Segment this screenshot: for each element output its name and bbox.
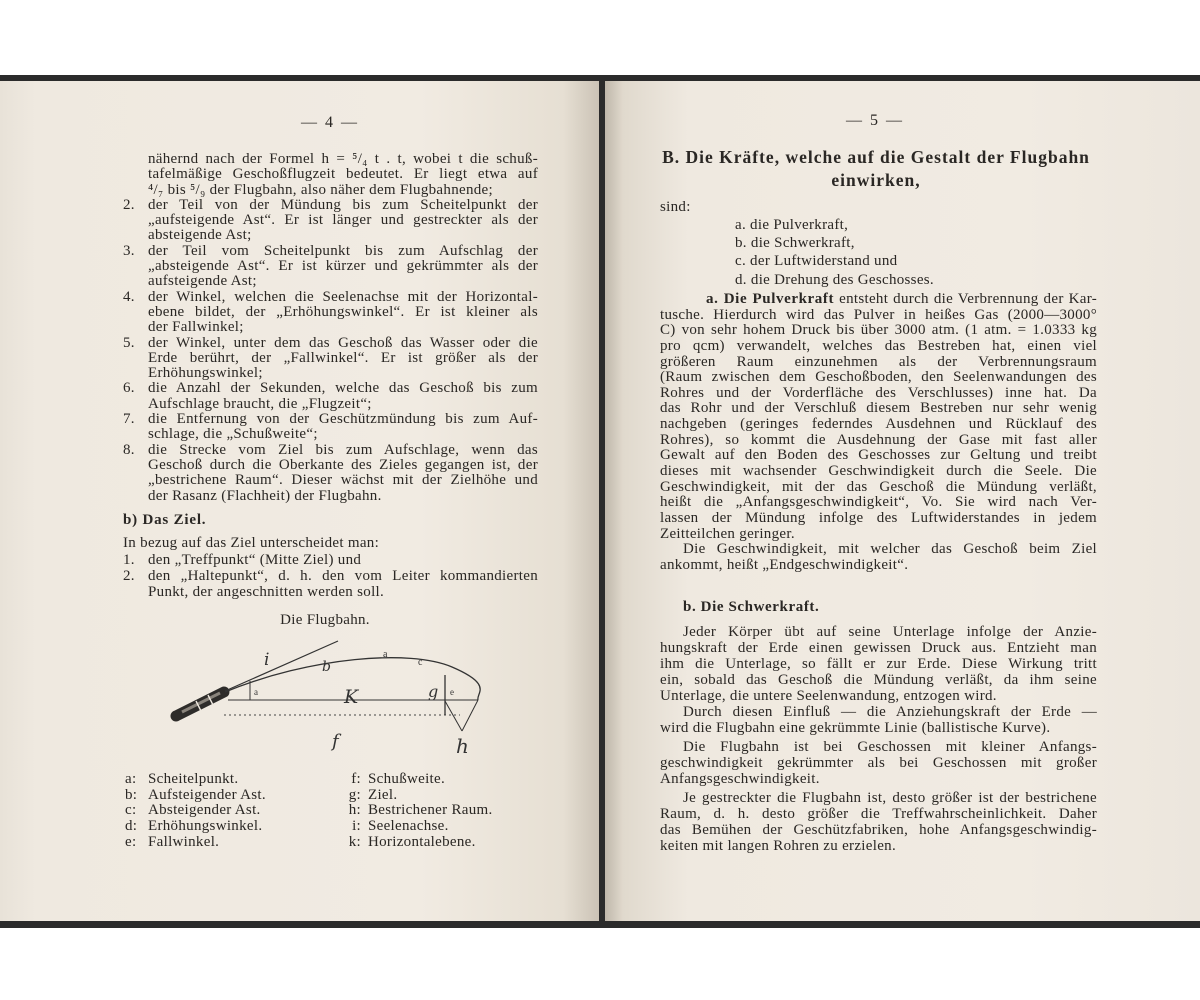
paragraph-text: entsteht durch die Verbrennung der Kar- bbox=[839, 291, 1097, 307]
section-schwerkraft bbox=[660, 624, 1097, 854]
legend-key: g: bbox=[348, 786, 361, 803]
forces-list bbox=[735, 216, 934, 289]
paragraph bbox=[660, 704, 1097, 736]
paragraph-line bbox=[660, 672, 1097, 688]
section-lead: a. Die Pulverkraft bbox=[706, 291, 835, 307]
list-item-line bbox=[123, 443, 538, 458]
paragraph-line bbox=[660, 433, 1097, 449]
list-item-number: 3. bbox=[123, 242, 135, 259]
list-item-text: den „Haltepunkt“, d. h. den vom Leiter kommandierten bbox=[148, 568, 538, 584]
list-item-number: 7. bbox=[123, 411, 135, 428]
list-item-line bbox=[123, 489, 538, 504]
legend-entry bbox=[125, 835, 266, 851]
list-item-number: 2. bbox=[123, 568, 135, 584]
list-item-text: nähernd nach der Formel h = ⁵/₄ t . t, wobei t die schuß- bbox=[148, 151, 538, 167]
list-item-text: die Anzahl der Sekunden, welche das Geschoß bis zum bbox=[148, 380, 538, 397]
legend-key: h: bbox=[348, 802, 361, 819]
list-item-text: Erde berührt, der „Fallwinkel“. Er ist größer als der bbox=[148, 349, 538, 366]
forces-intro: sind: bbox=[660, 199, 691, 215]
list-item-text: die Strecke vom Ziel bis zum Aufschlage, wenn das bbox=[148, 441, 538, 458]
paragraph-text: geschwindigkeit gekrümmter als bei Geschossen mit großer bbox=[660, 755, 1097, 771]
list-item-text: die Entfernung von der Geschützmündung bis zum Auf- bbox=[148, 411, 538, 428]
list-item-line bbox=[123, 336, 538, 351]
paragraph-line bbox=[660, 464, 1097, 480]
paragraph-line bbox=[660, 542, 1097, 558]
list-item-number: 6. bbox=[123, 380, 135, 397]
list-item-line bbox=[123, 290, 538, 305]
paragraph-text: Rohres und der Vorderfläche des Verschlusses) inne hat. Da bbox=[660, 384, 1097, 401]
paragraph-line bbox=[660, 448, 1097, 464]
paragraph-line bbox=[660, 292, 1097, 308]
list-item-text: den „Treffpunkt“ (Mitte Ziel) und bbox=[148, 552, 362, 568]
legend-entry bbox=[125, 788, 266, 804]
paragraph-text: ein, sobald das Geschoß die Mündung verläßt, da ihm seine bbox=[660, 672, 1097, 688]
paragraph bbox=[660, 542, 1097, 573]
list-item-text: tafelmäßige Geschoßflugzeit bedeutet. Er liegt etwa auf bbox=[148, 166, 538, 183]
diagram-label: h bbox=[456, 734, 469, 758]
paragraph-text: Durch diesen Einfluß — die Anziehungskraft der Erde — bbox=[683, 704, 1097, 720]
legend-key: b: bbox=[125, 786, 138, 803]
paragraph-text: keiten mit langen Rohren zu erzielen. bbox=[660, 838, 897, 854]
paragraph-text: Jeder Körper übt auf seine Unterlage infolge der Anzie- bbox=[683, 624, 1097, 640]
list-item-line bbox=[123, 584, 538, 600]
paragraph bbox=[660, 624, 1097, 704]
list-item-text: der Winkel, welchen die Seelenachse mit der Horizontal- bbox=[148, 288, 538, 305]
paragraph bbox=[660, 739, 1097, 787]
legend-entry bbox=[335, 772, 493, 788]
list-item-text: Geschoß durch die Oberkante des Zieles gegangen ist, der bbox=[148, 456, 538, 473]
legend-key: c: bbox=[125, 802, 137, 819]
page-number-right: — 5 — bbox=[846, 112, 904, 129]
list-item-number: 5. bbox=[123, 334, 135, 351]
list-item-number: 8. bbox=[123, 441, 135, 458]
diagram-label: a bbox=[383, 649, 388, 660]
paragraph-text: Je gestreckter die Flugbahn ist, desto größer ist der bestrichene bbox=[683, 790, 1097, 806]
paragraph-line bbox=[660, 755, 1097, 771]
legend-text: Bestrichener Raum. bbox=[368, 802, 493, 819]
section-heading-schwerkraft: b. Die Schwerkraft. bbox=[683, 599, 820, 615]
force-item: c. der Luftwiderstand und bbox=[735, 253, 898, 270]
section-title: B. Die Kräfte, welche auf die Gestalt der Flugbahn bbox=[662, 147, 1090, 167]
paragraph-line bbox=[660, 339, 1097, 355]
list-item-text: ⁴/₇ bis ⁵/₉ der Flugbahn, also näher dem Flugbahnende; bbox=[148, 181, 493, 198]
paragraph-text: heißt die „Anfangsgeschwindigkeit“, Vo. Sie wird nach Ver- bbox=[660, 494, 1097, 511]
cannon-icon bbox=[171, 692, 225, 722]
legend-text: Fallwinkel. bbox=[148, 833, 220, 850]
paragraph-text: Raum, d. h. desto größer die Treffwahrscheinlichkeit. Daher bbox=[660, 806, 1097, 822]
list-item-line bbox=[123, 228, 538, 243]
section-heading-ziel: b) Das Ziel. bbox=[123, 512, 207, 528]
list-item-text: Punkt, der angeschnitten werden soll. bbox=[148, 584, 385, 600]
legend-entry bbox=[335, 819, 493, 835]
paragraph-line bbox=[660, 624, 1097, 640]
legend-text: Ziel. bbox=[368, 786, 398, 803]
paragraph-line bbox=[660, 656, 1097, 672]
list-item-line bbox=[123, 183, 538, 198]
list-item-text: „bestrichene Raum“. Dieser wächst mit der Zielhöhe und bbox=[148, 472, 538, 489]
figure-caption: Die Flugbahn. bbox=[280, 612, 370, 628]
list-item-text: der Fallwinkel; bbox=[148, 319, 244, 336]
legend-text: Seelenachse. bbox=[368, 818, 449, 835]
paragraph-line bbox=[660, 688, 1097, 704]
paragraph-line bbox=[660, 527, 1097, 543]
diagram-label: K bbox=[344, 686, 359, 708]
page-number-left: — 4 — bbox=[301, 114, 359, 131]
paragraph-text: C) von sehr hohem Druck bis über 3000 atm. (1 atm. = 1.0333 kg bbox=[660, 322, 1097, 339]
legend-key: k: bbox=[348, 833, 361, 850]
list-item-line bbox=[123, 397, 538, 412]
legend-entry bbox=[125, 803, 266, 819]
paragraph-line bbox=[660, 704, 1097, 720]
list-item-line bbox=[123, 198, 538, 213]
legend-text: Schußweite. bbox=[368, 771, 446, 787]
paragraph-line bbox=[660, 370, 1097, 386]
list-item-line bbox=[123, 427, 538, 442]
list-item-line bbox=[123, 259, 538, 274]
paragraph-line bbox=[660, 838, 1097, 854]
list-item-line bbox=[123, 167, 538, 182]
list-item-line bbox=[123, 244, 538, 259]
list-item-text: schlage, die „Schußweite“; bbox=[148, 426, 318, 443]
diagram-label: i bbox=[264, 650, 270, 670]
paragraph-line bbox=[660, 401, 1097, 417]
paragraph-text: Gewalt auf den Boden des Geschosses zur Geltung und treibt bbox=[660, 447, 1097, 464]
paragraph-text: das Rohr und der Verschluß diesem Bestreben nur sehr wenig bbox=[660, 400, 1097, 417]
list-item-text: aufsteigende Ast; bbox=[148, 273, 257, 290]
trajectory-diagram bbox=[160, 635, 500, 765]
diagram-label: c bbox=[418, 657, 423, 668]
legend-text: Aufsteigender Ast. bbox=[148, 786, 266, 803]
paragraph-line bbox=[660, 790, 1097, 806]
list-item-text: der Teil von der Mündung bis zum Scheitelpunkt der bbox=[148, 196, 538, 213]
list-item-line bbox=[123, 552, 538, 568]
legend-key: e: bbox=[125, 833, 137, 850]
list-item-line bbox=[123, 213, 538, 228]
legend-key: i: bbox=[352, 818, 361, 835]
force-item: a. die Pulverkraft, bbox=[735, 217, 849, 233]
list-item-text: der Teil vom Scheitelpunkt bis zum Aufschlag der bbox=[148, 242, 538, 259]
paragraph-text: lassen der Mündung infolge des Luftwiderstandes in jedem bbox=[660, 509, 1097, 526]
legend-entry bbox=[335, 835, 493, 851]
legend-text: Horizontalebene. bbox=[368, 833, 476, 850]
figure-legend-right bbox=[335, 772, 493, 850]
paragraph-text: größeren Raum einzunehmen als der Verbrennungsraum bbox=[660, 353, 1097, 370]
list-item-line bbox=[123, 274, 538, 289]
paragraph-line bbox=[660, 355, 1097, 371]
paragraph-text: (Raum zwischen dem Geschoßboden, den Seelenwandungen des bbox=[660, 369, 1097, 386]
legend-text: Scheitelpunkt. bbox=[148, 771, 239, 787]
paragraph-text: tusche. Hierdurch wird das Pulver in heißes Gas (2000—3000° bbox=[660, 306, 1097, 323]
paragraph bbox=[660, 292, 1097, 542]
paragraph-line bbox=[660, 495, 1097, 511]
list-item-number: 2. bbox=[123, 196, 135, 213]
diagram-label: a bbox=[254, 687, 258, 697]
danger-space-line-1 bbox=[445, 701, 462, 731]
paragraph-line bbox=[660, 558, 1097, 574]
paragraph-text: Die Geschwindigkeit, mit welcher das Geschoß beim Ziel bbox=[683, 541, 1097, 558]
list-item-line bbox=[123, 458, 538, 473]
diagram-label: g bbox=[428, 682, 439, 701]
paragraph-line bbox=[660, 511, 1097, 527]
list-item-line bbox=[123, 568, 538, 584]
paragraph-line bbox=[660, 417, 1097, 433]
list-item-line bbox=[123, 381, 538, 396]
paragraph-text: Die Flugbahn ist bei Geschossen mit kleiner Anfangs- bbox=[683, 739, 1097, 755]
paragraph-text: dieses mit wachsender Geschwindigkeit durch die Seele. Die bbox=[660, 463, 1097, 480]
list-item-number: 1. bbox=[123, 552, 135, 568]
paragraph-text: pro qcm) verwandelt, welches das Bestreben hat, einen viel bbox=[660, 337, 1097, 354]
legend-entry bbox=[125, 819, 266, 835]
legend-text: Absteigender Ast. bbox=[148, 802, 261, 819]
list-item-text: „absteigende Ast“. Er ist kürzer und gekrümmter als der bbox=[148, 258, 538, 275]
paragraph-text: Zeitteilchen geringer. bbox=[660, 525, 795, 542]
section-intro-ziel: In bezug auf das Ziel unterscheidet man: bbox=[123, 535, 380, 551]
list-item-text: der Rasanz (Flachheit) der Flugbahn. bbox=[148, 487, 382, 504]
force-item: d. die Drehung des Geschosses. bbox=[735, 271, 934, 288]
paragraph-text: wird die Flugbahn eine gekrümmte Linie (ballistische Kurve). bbox=[660, 720, 1051, 736]
list-item-line bbox=[123, 473, 538, 488]
section-title-continued: einwirken, bbox=[831, 170, 921, 190]
legend-entry bbox=[335, 788, 493, 804]
figure-legend-left bbox=[125, 772, 266, 850]
paragraph-text: Anfangsgeschwindigkeit. bbox=[660, 771, 820, 787]
list-item-line bbox=[123, 366, 538, 381]
paragraph-text: hungskraft der Erde einen gewissen Druck aus. Entzieht man bbox=[660, 640, 1097, 656]
paragraph-text: Unterlage, die untere Seelenwandung, entzogen wird. bbox=[660, 688, 997, 704]
section-pulverkraft bbox=[660, 292, 1097, 574]
list-item-text: Erhöhungswinkel; bbox=[148, 365, 263, 382]
paragraph-text: nachgeben (geringes federndes Ausdehnen und Rücklauf des bbox=[660, 416, 1097, 433]
list-item-line bbox=[123, 305, 538, 320]
diagram-label: f bbox=[332, 731, 339, 752]
paragraph-line bbox=[660, 640, 1097, 656]
paragraph-text: das Bemühen der Geschützfabriken, hohe Anfangsgeschwindig- bbox=[660, 822, 1097, 838]
force-item: b. die Schwerkraft, bbox=[735, 235, 855, 252]
list-item-line bbox=[123, 351, 538, 366]
paragraph-line bbox=[660, 822, 1097, 838]
list-item-text: Aufschlage braucht, die „Flugzeit“; bbox=[148, 395, 372, 412]
legend-key: a: bbox=[125, 771, 137, 787]
definition-list bbox=[123, 152, 538, 504]
list-item-line bbox=[123, 320, 538, 335]
list-item-number: 4. bbox=[123, 288, 135, 305]
list-item-text: der Winkel, unter dem das Geschoß das Wasser oder die bbox=[148, 334, 538, 351]
diagram-label: e bbox=[450, 687, 454, 697]
diagram-label: b bbox=[322, 659, 331, 675]
list-item-line bbox=[123, 152, 538, 167]
paragraph-text: Geschwindigkeit, mit der das Geschoß die Mündung verläßt, bbox=[660, 478, 1097, 495]
paragraph-line bbox=[660, 308, 1097, 324]
paragraph-text: ihm die Unterlage, so fällt er zur Erde. Diese Wirkung tritt bbox=[660, 656, 1097, 672]
list-item-text: ebene bildet, der „Erhöhungswinkel“. Er ist kleiner als bbox=[148, 303, 538, 320]
paragraph bbox=[660, 790, 1097, 854]
legend-entry bbox=[125, 772, 266, 788]
paragraph-line bbox=[660, 480, 1097, 496]
list-item-text: „aufsteigende Ast“. Er ist länger und gestreckter als der bbox=[148, 212, 538, 229]
paragraph-line bbox=[660, 386, 1097, 402]
paragraph-line bbox=[660, 806, 1097, 822]
legend-key: f: bbox=[351, 771, 361, 787]
list-item-line bbox=[123, 412, 538, 427]
legend-key: d: bbox=[125, 818, 138, 835]
legend-text: Erhöhungswinkel. bbox=[148, 818, 263, 835]
paragraph-line bbox=[660, 720, 1097, 736]
legend-entry bbox=[335, 803, 493, 819]
list-item-text: absteigende Ast; bbox=[148, 227, 252, 244]
paragraph-line bbox=[660, 323, 1097, 339]
paragraph-line bbox=[660, 739, 1097, 755]
danger-space-line-2 bbox=[462, 700, 478, 731]
paragraph-text: Rohres), so kommt die Ausdehnung der Gase mit fast aller bbox=[660, 431, 1097, 448]
paragraph-text: ankommt, heißt „Endgeschwindigkeit“. bbox=[660, 556, 909, 573]
paragraph-line bbox=[660, 771, 1097, 787]
ziel-list bbox=[123, 552, 538, 600]
